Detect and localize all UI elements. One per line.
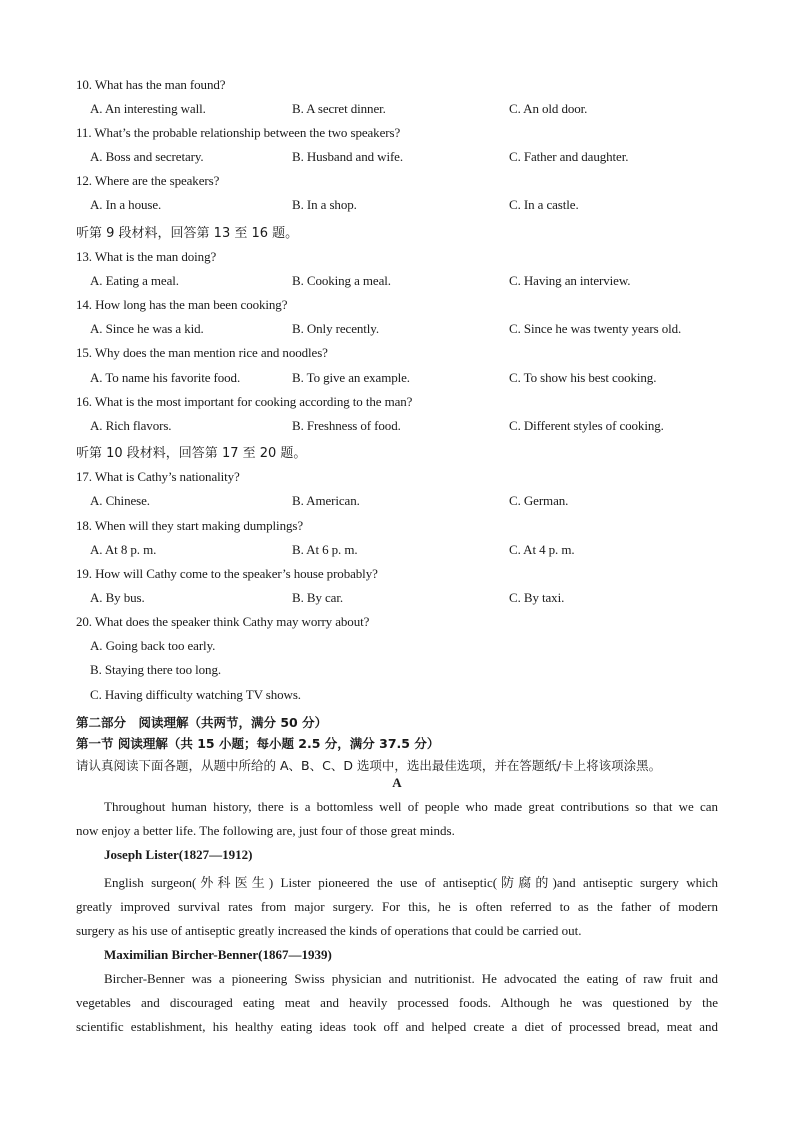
option-b: B. American. bbox=[292, 493, 360, 508]
person-heading: Joseph Lister(1827—1912) bbox=[104, 847, 253, 862]
option-c: C. Since he was twenty years old. bbox=[509, 321, 682, 336]
question-stem: 17. What is Cathy’s nationality? bbox=[76, 469, 240, 484]
option-c: C. By taxi. bbox=[509, 590, 565, 605]
option-c: C. Father and daughter. bbox=[509, 149, 629, 164]
question-stem: 13. What is the man doing? bbox=[76, 249, 217, 264]
option-c: C. Having difficulty watching TV shows. bbox=[90, 687, 301, 702]
question-stem: 10. What has the man found? bbox=[76, 77, 226, 92]
paragraph-line: English surgeon(外科医生) Lister pioneered the use of antiseptic(防腐的)and antiseptic surgery which bbox=[104, 875, 718, 890]
question-stem: 18. When will they start making dumplings? bbox=[76, 518, 304, 533]
option-c: C. Different styles of cooking. bbox=[509, 418, 664, 433]
option-b: B. Husband and wife. bbox=[292, 149, 404, 164]
section-title: 第一节 阅读理解（共 15 小题；每小题 2.5 分，满分 37.5 分） bbox=[76, 736, 440, 751]
option-b: B. Cooking a meal. bbox=[292, 273, 391, 288]
option-c: C. At 4 p. m. bbox=[509, 542, 575, 557]
option-a: A. Chinese. bbox=[90, 493, 150, 508]
option-b: B. Staying there too long. bbox=[90, 662, 221, 677]
option-a: A. Rich flavors. bbox=[90, 418, 172, 433]
option-b: B. Freshness of food. bbox=[292, 418, 401, 433]
question-stem: 19. How will Cathy come to the speaker’s house probably? bbox=[76, 566, 378, 581]
option-a: A. In a house. bbox=[90, 197, 162, 212]
passage-letter: A bbox=[392, 775, 402, 790]
paragraph-line: Bircher-Benner was a pioneering Swiss physician and nutritionist. He advocated the eating of raw fruit and bbox=[104, 971, 718, 986]
question-stem: 11. What’s the probable relationship between the two speakers? bbox=[76, 125, 401, 140]
paragraph-line: vegetables and discouraged eating meat and heavily processed foods. Although he was questioned by the bbox=[76, 995, 718, 1010]
paragraph-line: scientific establishment, his healthy eating ideas took off and helped create a diet of processed bread, meat and bbox=[76, 1019, 718, 1034]
option-a: A. To name his favorite food. bbox=[90, 370, 241, 385]
option-b: B. In a shop. bbox=[292, 197, 357, 212]
option-a: A. Boss and secretary. bbox=[90, 149, 204, 164]
option-a: A. Since he was a kid. bbox=[90, 321, 204, 336]
option-c: C. Having an interview. bbox=[509, 273, 631, 288]
paragraph-line: Throughout human history, there is a bottomless well of people who made great contributions so that we can bbox=[104, 799, 718, 814]
question-stem: 14. How long has the man been cooking? bbox=[76, 297, 288, 312]
question-stem: 15. Why does the man mention rice and noodles? bbox=[76, 345, 328, 360]
option-a: A. Going back too early. bbox=[90, 638, 216, 653]
option-b: B. To give an example. bbox=[292, 370, 410, 385]
reading-directions: 请认真阅读下面各题，从题中所给的 A、B、C、D 选项中，选出最佳选项，并在答题纸/卡上将该项涂黑。 bbox=[76, 758, 662, 773]
question-stem: 16. What is the most important for cooking according to the man? bbox=[76, 394, 413, 409]
option-b: B. Only recently. bbox=[292, 321, 379, 336]
part-title: 第二部分 阅读理解（共两节，满分 50 分） bbox=[76, 715, 328, 730]
option-b: B. At 6 p. m. bbox=[292, 542, 358, 557]
option-b: B. By car. bbox=[292, 590, 343, 605]
question-stem: 20. What does the speaker think Cathy may worry about? bbox=[76, 614, 370, 629]
question-stem: 12. Where are the speakers? bbox=[76, 173, 220, 188]
paragraph-line: now enjoy a better life. The following are, just four of those great minds. bbox=[76, 823, 455, 838]
material-instruction: 听第 10 段材料，回答第 17 至 20 题。 bbox=[76, 446, 307, 461]
paragraph-line: greatly improved survival rates from major surgery. For this, he is often referred to as the father of modern bbox=[76, 899, 718, 914]
option-a: A. Eating a meal. bbox=[90, 273, 179, 288]
option-a: A. At 8 p. m. bbox=[90, 542, 157, 557]
paragraph-line: surgery as his use of antiseptic greatly increased the kinds of operations that could be carried out. bbox=[76, 923, 582, 938]
option-a: A. By bus. bbox=[90, 590, 145, 605]
person-heading: Maximilian Bircher-Benner(1867—1939) bbox=[104, 947, 332, 962]
option-a: A. An interesting wall. bbox=[90, 101, 206, 116]
option-c: C. To show his best cooking. bbox=[509, 370, 657, 385]
option-c: C. German. bbox=[509, 493, 569, 508]
option-b: B. A secret dinner. bbox=[292, 101, 386, 116]
option-c: C. In a castle. bbox=[509, 197, 579, 212]
material-instruction: 听第 9 段材料，回答第 13 至 16 题。 bbox=[76, 226, 299, 241]
option-c: C. An old door. bbox=[509, 101, 588, 116]
